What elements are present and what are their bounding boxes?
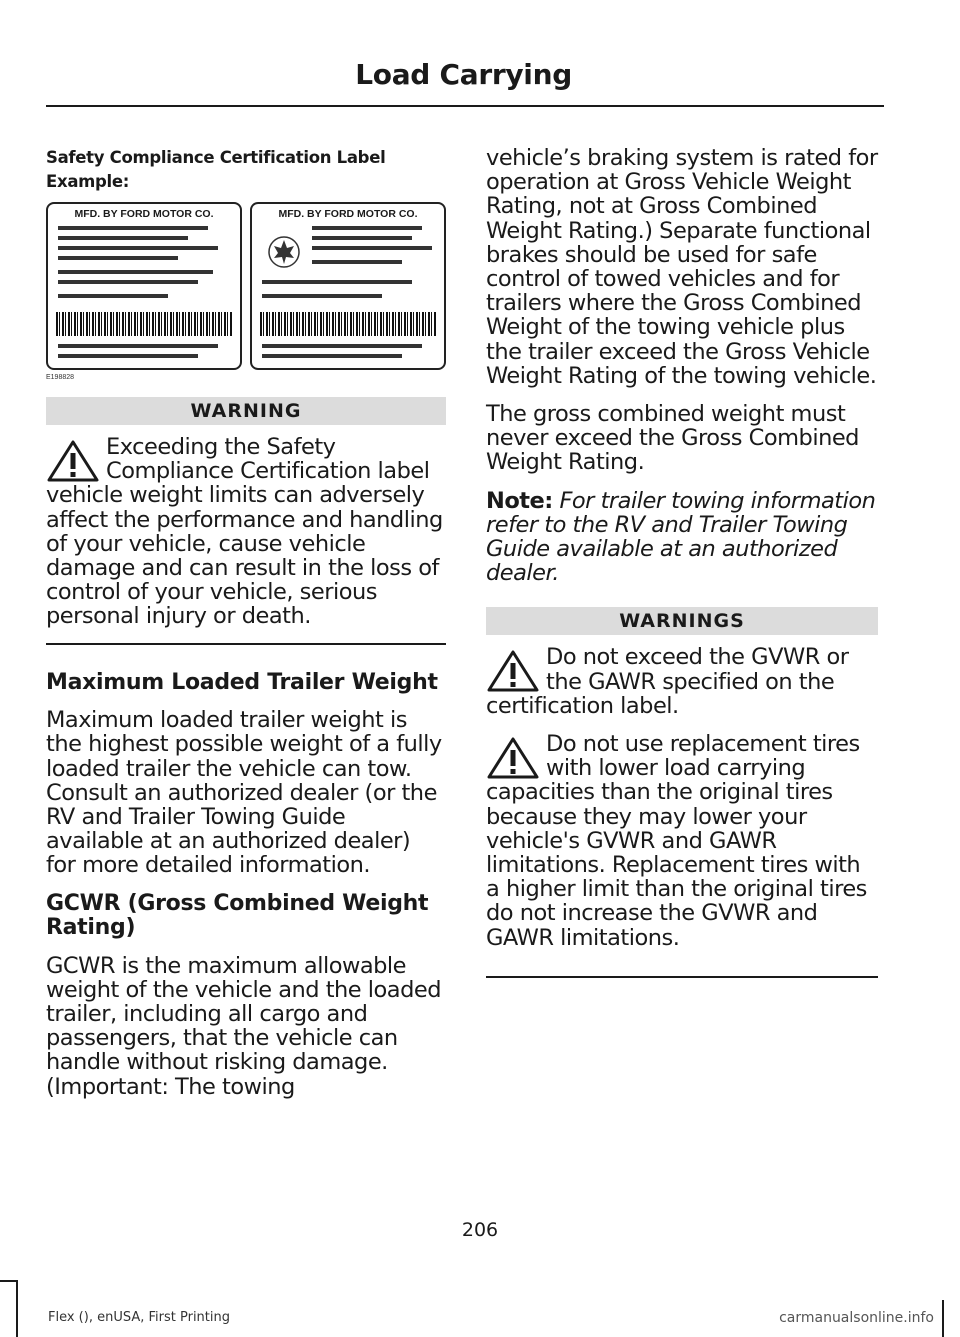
- note-text: For trailer towing information refer to the RV and Trailer Towing Guide available at an authorized dealer.: [486, 487, 876, 587]
- paragraph-gross-combined-weight: The gross combined weight must never exceed the Gross Combined Weight Rating.: [486, 401, 859, 476]
- header-rule: [46, 105, 884, 107]
- warning-heading: WARNING: [46, 397, 446, 425]
- warning-text: Exceeding the Safety Compliance Certification label vehicle weight limits can adversely affect the performance and handling of your vehicle, cause vehicle damage and can result in the loss of control of your vehicle, serious personal injury or death.: [46, 434, 443, 630]
- warning-block: [46, 435, 446, 629]
- watermark: carmanualsonline.info: [779, 1310, 934, 1326]
- heading-max-loaded-trailer-weight: Maximum Loaded Trailer Weight: [46, 669, 438, 695]
- figure-caption: Safety Compliance Certification Label: [46, 148, 386, 167]
- heading-gcwr: GCWR (Gross Combined Weight Rating): [46, 890, 429, 941]
- page-number: 206: [461, 1219, 499, 1241]
- section-rule: [486, 976, 878, 978]
- paragraph-trailer-weight: Maximum loaded trailer weight is the highest possible weight of a fully loaded trailer the vehicle can tow. Consult an authorized dealer (or the RV and Trailer Towing Guide available at an authorized dealer) for more detailed information.: [46, 707, 442, 879]
- crop-mark: [0, 1280, 18, 1282]
- warning-triangle-icon: [46, 439, 100, 483]
- note-label: Note:: [486, 487, 553, 514]
- certification-label-us: [46, 202, 242, 370]
- page-header-title: Load Carrying: [355, 58, 572, 91]
- warning-triangle-icon: [486, 649, 540, 693]
- section-rule: [46, 643, 446, 645]
- maple-leaf-icon: [266, 234, 302, 270]
- edition-footer: Flex (), enUSA, First Printing: [48, 1310, 230, 1325]
- warning-2-text: Do not use replacement tires with lower load carrying capacities than the original tires because they may lower your vehicle's GVWR and GAWR limitations. Replacement tires with a higher limit than the original tires do not increase the GVWR and GAWR limitations.: [486, 731, 867, 951]
- warning-1-text: Do not exceed the GVWR or the GAWR specified on the certification label.: [486, 644, 849, 719]
- right-column: [486, 146, 878, 1004]
- label-canada-barcode: [260, 312, 436, 336]
- certification-label-canada: [250, 202, 446, 370]
- left-column: [46, 146, 446, 1113]
- label-us-barcode: [56, 312, 232, 336]
- crop-mark: [942, 1300, 944, 1337]
- figure-caption-example: Example:: [46, 172, 130, 191]
- label-us-title: MFD. BY FORD MOTOR CO.: [74, 208, 214, 220]
- warning-item-1: [486, 645, 878, 718]
- label-canada-title: MFD. BY FORD MOTOR CO.: [278, 208, 418, 220]
- crop-mark: [16, 1280, 18, 1337]
- warning-item-2: [486, 732, 878, 950]
- note: [486, 489, 878, 586]
- warnings-heading: WARNINGS: [486, 607, 878, 635]
- image-code: E198828: [46, 374, 75, 381]
- paragraph-gcwr: GCWR is the maximum allowable weight of the vehicle and the loaded trailer, including all cargo and passengers, that the vehicle can handle without risking damage. (Important: The towing: [46, 952, 441, 1100]
- certification-label-figure: [46, 202, 446, 370]
- paragraph-braking-system: vehicle’s braking system is rated for operation at Gross Vehicle Weight Rating, not at Gross Combined Weight Rating.) Separate functional brakes should be used for safe control of towed vehicles and for trailers where the Gross Combined Weight of the towing vehicle plus the trailer exceed the Gross Vehicle Weight Rating of the towing vehicle.: [486, 145, 878, 389]
- warning-triangle-icon: [486, 736, 540, 780]
